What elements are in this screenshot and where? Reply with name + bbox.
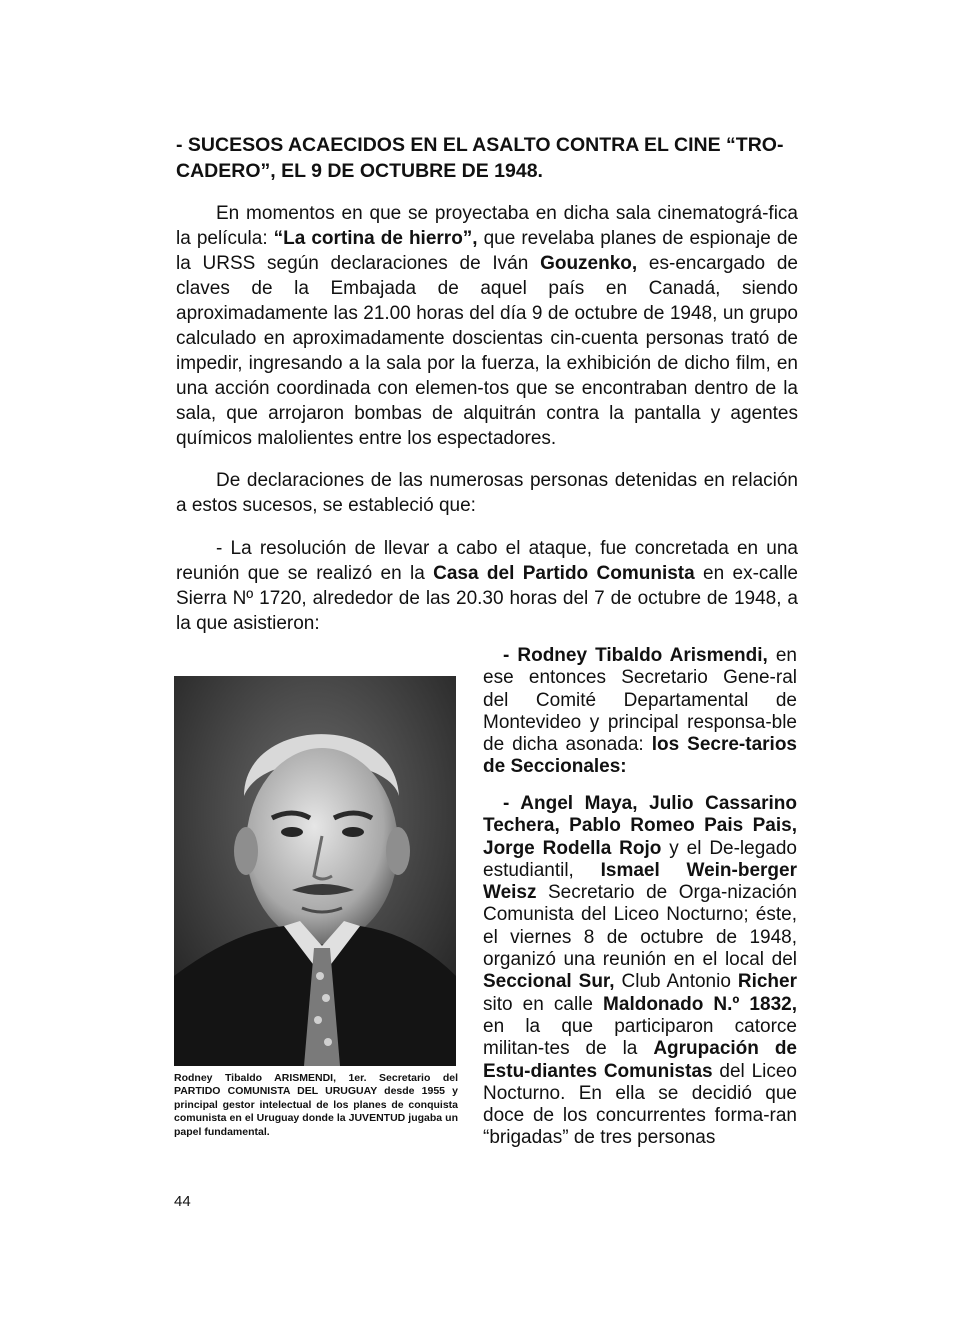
film-title: “La cortina de hierro”, [273, 228, 478, 249]
section-heading: - SUCESOS ACAECIDOS EN EL ASALTO CONTRA EL CINE “TRO-CADERO”, EL 9 DE OCTUBRE DE 1948. [176, 134, 784, 182]
name-gouzenko: Gouzenko, [540, 253, 638, 274]
column-arismendi: - Rodney Tibaldo Arismendi, en ese entonces Secretario Gene-ral del Comité Departamental de Montevideo y principal responsa-ble de dicha asonada: los Secre-tarios de Seccionales: [483, 645, 798, 778]
portrait-photo [174, 676, 456, 1066]
paragraph-declarations: De declaraciones de las numerosas personas detenidas en relación a estos sucesos, se estableció que: [176, 470, 798, 516]
paragraph-trocadero-attack: En momentos en que se proyectaba en dicha sala cinematográ-fica la película: “La cortina de hierro”, que revelaba planes de espionaje de la URSS según declaraciones de Iván Gouzenko, es-encargado de claves de la Embajada de aquel país en Canadá, siendo aproximadamente las 21.00 horas del día 9 de octubre de 1948, un grupo calculado en aproximadamente doscientas cin-cuenta personas trató de impedir, ingresando a la sala por la fuerza, la exhibición de dicho film, en una acción coordinada con elemen-tos que se encontraban dentro de la sala, que arrojaron bombas de alquitrán contra la pantalla y agentes químicos malolientes entre los espectadores. [176, 203, 798, 449]
party-house: Casa del Partido Comunista [433, 563, 695, 584]
paragraph-resolution: - La resolución de llevar a cabo el ataque, fue concretada en una reunión que se realizó en la Casa del Partido Comunista en ex-calle Sierra Nº 1720, alrededor de las 20.30 horas del 7 de octubre de 1948, a la que asistieron: [176, 538, 798, 634]
photo-caption: Rodney Tibaldo ARISMENDI, 1er. Secretario del PARTIDO COMUNISTA DEL URUGUAY desde 1955 y principal gestor intelectual de los planes de conquista comunista en el Uruguay donde la JUVENTUD jugaba un papel fundamental. [174, 1072, 458, 1138]
portrait-illustration [174, 676, 456, 1066]
page-number: 44 [174, 1193, 191, 1210]
column-secretaries: - Angel Maya, Julio Cassarino Techera, Pablo Romeo Pais Pais, Jorge Rodella Rojo y el De-legado estudiantil, Ismael Wein-berger Weisz Secretario de Orga-nización Comunista del Liceo Nocturno; éste, el viernes 8 de octubre de 1948, organizó una reunión en el local del Seccional Sur, Club Antonio Richer sito en calle Maldonado N.º 1832, en la que participaron catorce militan-tes de la Agrupación de Estu-diantes Comunistas del Liceo Nocturno. En ella se decidió que doce de los concurrentes forma-ran “brigadas” de tres personas [483, 793, 797, 1149]
